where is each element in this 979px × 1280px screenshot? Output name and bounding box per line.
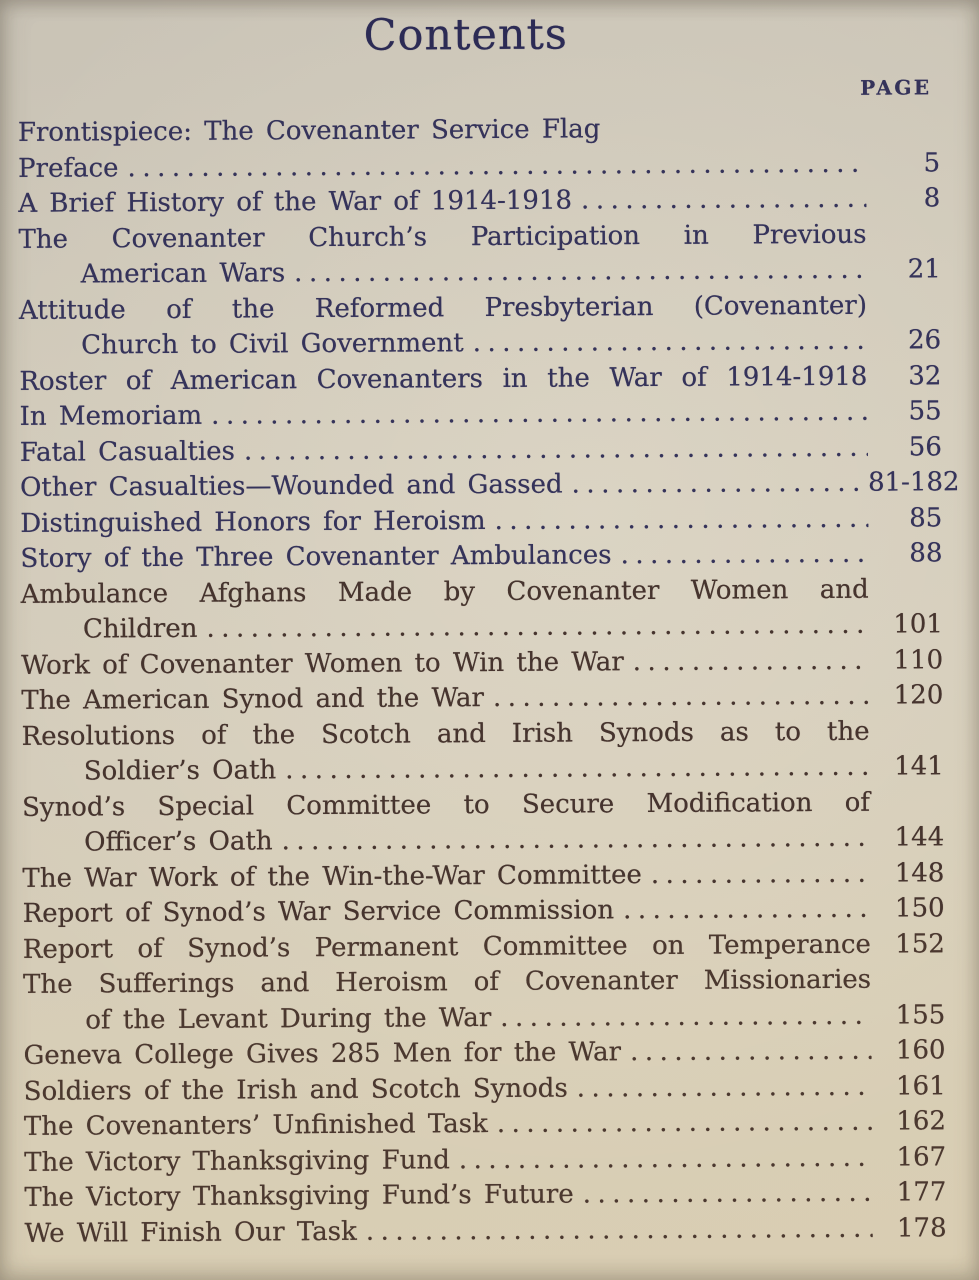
toc-entry-lastline bbox=[20, 537, 868, 578]
toc-entry bbox=[20, 536, 942, 577]
toc-entry-title: Soldier’s Oath bbox=[83, 755, 277, 787]
toc-entry bbox=[24, 1175, 946, 1216]
toc-entry-text bbox=[24, 1069, 872, 1110]
toc-entry-lastline bbox=[25, 1211, 873, 1252]
toc-entry-line: Resolutions of the Scotch and Irish Synods as to the bbox=[21, 716, 870, 752]
toc-entry-page: 120 bbox=[893, 680, 944, 711]
dot-leader bbox=[202, 395, 868, 435]
toc-entry-title: Church to Civil Government bbox=[81, 328, 464, 361]
toc-entry-title: Fatal Casualties bbox=[19, 436, 236, 468]
toc-entry-page: 167 bbox=[896, 1141, 947, 1173]
toc-entry-text bbox=[22, 856, 870, 897]
toc-entry-text bbox=[24, 1140, 872, 1181]
toc-entry bbox=[21, 643, 943, 684]
toc-entry-title: of the Levant During the War bbox=[85, 1002, 492, 1035]
toc-entry-text bbox=[20, 395, 868, 436]
dot-leader bbox=[357, 1211, 873, 1250]
page-column-label: PAGE bbox=[860, 75, 932, 100]
dot-leader bbox=[484, 679, 870, 717]
toc-entry-title: The Victory Thanksgiving Fund bbox=[24, 1144, 450, 1178]
dot-leader bbox=[488, 1105, 872, 1143]
toc-entry-page: 178 bbox=[896, 1212, 947, 1244]
toc-entry-text bbox=[18, 146, 866, 187]
toc-entry-page: 150 bbox=[894, 893, 945, 924]
toc-entry-lastline bbox=[20, 501, 868, 542]
toc-entry-lastline bbox=[21, 608, 869, 649]
page-title: Contents bbox=[363, 9, 569, 61]
toc-entry-text bbox=[20, 466, 868, 507]
toc-entry-page: 32 bbox=[908, 360, 942, 391]
toc-entry-text bbox=[21, 572, 869, 648]
toc-entry-text bbox=[18, 182, 866, 223]
toc-entry-text bbox=[19, 359, 867, 400]
toc-entry-page: 155 bbox=[895, 999, 946, 1031]
dot-leader bbox=[285, 253, 867, 292]
toc-entry-text bbox=[21, 714, 869, 790]
toc-entry-lastline bbox=[19, 324, 867, 365]
toc-entry-text bbox=[20, 537, 868, 578]
toc-entry bbox=[23, 927, 945, 968]
toc-entry-line: Attitude of the Reformed Presbyterian (Covenanter) bbox=[18, 290, 868, 326]
toc-entry-lastline bbox=[21, 643, 869, 684]
toc-entry bbox=[22, 856, 944, 897]
toc-entry-title: Work of Covenanter Women to Win the War bbox=[21, 646, 624, 681]
toc-entry-text bbox=[21, 679, 869, 720]
dot-leader bbox=[276, 750, 870, 789]
toc-entry-title: Roster of American Covenanters in the War of 1914-1918 bbox=[19, 361, 868, 397]
toc-entry-text bbox=[19, 288, 867, 364]
dot-leader bbox=[118, 146, 866, 186]
toc-entry-lastline bbox=[23, 927, 871, 968]
toc-entry bbox=[20, 430, 942, 471]
toc-entry bbox=[25, 1211, 947, 1252]
toc-entry-page: 141 bbox=[894, 751, 944, 782]
toc-entry-line: The Sufferings and Heroism of Covenanter Missionaries bbox=[23, 964, 872, 1000]
toc-entry-lastline bbox=[24, 1069, 872, 1110]
toc-entry-page: 5 bbox=[923, 147, 941, 178]
toc-list bbox=[17, 110, 960, 1252]
toc-entry-title: Officer’s Oath bbox=[84, 826, 273, 858]
toc-entry-line: The Covenanter Church’s Participation in Previous bbox=[18, 219, 867, 255]
toc-entry bbox=[23, 891, 945, 932]
toc-entry bbox=[24, 1104, 946, 1145]
toc-entry bbox=[18, 217, 940, 294]
dot-leader bbox=[624, 643, 870, 680]
toc-entry-lastline bbox=[24, 1140, 872, 1181]
toc-entry-text bbox=[24, 1176, 872, 1217]
toc-entry-text bbox=[18, 111, 866, 152]
dot-leader bbox=[572, 182, 867, 219]
dot-leader bbox=[614, 892, 871, 929]
toc-entry-lastline bbox=[20, 466, 868, 507]
dot-leader bbox=[642, 856, 871, 893]
dot-leader bbox=[485, 501, 868, 539]
toc-entry-title: Geneva College Gives 285 Men for the War bbox=[23, 1037, 622, 1071]
toc-entry-lastline bbox=[18, 182, 866, 223]
toc-entry-lastline bbox=[20, 395, 868, 436]
toc-entry-text bbox=[23, 963, 871, 1039]
toc-entry-page: 160 bbox=[895, 1035, 946, 1066]
toc-entry bbox=[24, 1140, 946, 1181]
toc-entry-title: The War Work of the Win-the-War Committee bbox=[22, 859, 642, 894]
toc-entry-page: 8 bbox=[923, 183, 941, 214]
toc-entry-page: 55 bbox=[908, 396, 942, 427]
toc-entry bbox=[21, 678, 943, 719]
toc-entry-text bbox=[23, 1034, 871, 1075]
dot-leader bbox=[621, 1034, 872, 1071]
toc-entry-text bbox=[22, 785, 870, 861]
toc-entry bbox=[20, 394, 942, 435]
toc-entry-title: Children bbox=[82, 613, 198, 645]
toc-entry-page: 101 bbox=[893, 609, 944, 640]
toc-entry-title: Story of the Three Covenanter Ambulances bbox=[20, 540, 612, 574]
dot-leader bbox=[574, 1176, 873, 1213]
toc-entry-text bbox=[18, 217, 866, 293]
toc-entry-lastline bbox=[22, 821, 870, 862]
dot-leader bbox=[272, 821, 870, 860]
toc-entry-line: Ambulance Afghans Made by Covenanter Women and bbox=[20, 574, 869, 610]
toc-entry-page: 148 bbox=[894, 857, 945, 889]
toc-entry-lastline bbox=[23, 1034, 871, 1075]
toc-entry bbox=[23, 1033, 945, 1074]
toc-entry bbox=[21, 572, 943, 649]
dot-leader bbox=[235, 430, 868, 469]
toc-entry-lastline bbox=[24, 1105, 872, 1146]
toc-entry-lastline bbox=[22, 856, 870, 897]
toc-entry-page: 81-182 bbox=[867, 467, 960, 498]
toc-entry-title: American Wars bbox=[80, 258, 286, 290]
dot-leader bbox=[197, 608, 869, 648]
toc-entry-title: Report of Synod’s War Service Commission bbox=[22, 895, 615, 929]
toc-entry-page: 110 bbox=[893, 644, 944, 676]
toc-entry-title: The American Synod and the War bbox=[21, 683, 485, 716]
toc-entry-title: Report of Synod’s Permanent Committee on Temperance bbox=[22, 929, 871, 965]
toc-entry-page: 152 bbox=[895, 928, 945, 960]
toc-entry-lastline bbox=[23, 998, 871, 1039]
toc-entry-page: 162 bbox=[896, 1106, 947, 1137]
toc-entry-page: 21 bbox=[907, 254, 941, 285]
toc-entry bbox=[18, 146, 940, 187]
toc-entry-title: In Memoriam bbox=[19, 400, 203, 432]
toc-entry bbox=[21, 714, 943, 791]
toc-entry-text bbox=[24, 1105, 872, 1146]
toc-entry-page: 85 bbox=[909, 502, 943, 533]
dot-leader bbox=[568, 1069, 872, 1106]
toc-entry bbox=[19, 465, 960, 506]
toc-entry-lastline bbox=[18, 111, 866, 152]
toc-entry bbox=[18, 181, 940, 222]
dot-leader bbox=[611, 537, 868, 574]
toc-entry bbox=[19, 288, 941, 365]
toc-entry-title: Distinguished Honors for Heroism bbox=[20, 505, 486, 539]
toc-entry-lastline bbox=[18, 146, 866, 187]
toc-entry bbox=[20, 501, 942, 542]
dot-leader bbox=[464, 324, 868, 362]
toc-entry-text bbox=[20, 430, 868, 471]
toc-entry bbox=[23, 962, 945, 1039]
toc-entry-title: Preface bbox=[18, 152, 119, 184]
toc-entry-page: 144 bbox=[894, 822, 945, 853]
toc-entry-title: A Brief History of the War of 1914-1918 bbox=[18, 185, 573, 219]
toc-entry-page: 177 bbox=[896, 1177, 947, 1208]
toc-entry-text bbox=[21, 643, 869, 684]
dot-leader bbox=[563, 466, 869, 503]
toc-entry-text bbox=[25, 1211, 873, 1252]
toc-entry-lastline bbox=[20, 430, 868, 471]
toc-entry-lastline bbox=[19, 253, 867, 294]
toc-entry bbox=[18, 110, 940, 151]
toc-entry-page: 56 bbox=[908, 431, 942, 462]
toc-entry-title: Frontispiece: The Covenanter Service Flag bbox=[17, 114, 601, 148]
toc-entry-page: 26 bbox=[907, 325, 942, 356]
toc-entry-text bbox=[23, 892, 871, 933]
toc-entry-title: Other Casualties—Wounded and Gassed bbox=[19, 469, 563, 503]
toc-entry-text bbox=[20, 501, 868, 542]
toc-entry-title: Soldiers of the Irish and Scotch Synods bbox=[23, 1073, 568, 1107]
dot-leader bbox=[491, 998, 871, 1036]
toc-entry-lastline bbox=[23, 892, 871, 933]
toc-entry-line: Synod’s Special Committee to Secure Modification of bbox=[21, 787, 871, 823]
toc-entry-lastline bbox=[24, 1176, 872, 1217]
toc-entry bbox=[24, 1069, 946, 1110]
toc-entry bbox=[22, 785, 944, 862]
toc-entry-lastline bbox=[21, 679, 869, 720]
dot-leader bbox=[450, 1140, 873, 1178]
toc-entry-page: 161 bbox=[895, 1070, 946, 1102]
toc-entry-title: The Covenanters’ Unfinished Task bbox=[23, 1109, 488, 1142]
toc-entry bbox=[19, 359, 941, 400]
toc-entry-lastline bbox=[19, 359, 867, 400]
toc-entry-title: We Will Finish Our Task bbox=[24, 1216, 357, 1249]
toc-entry-lastline bbox=[22, 750, 870, 791]
toc-entry-text bbox=[23, 927, 871, 968]
toc-entry-title: The Victory Thanksgiving Fund’s Future bbox=[24, 1179, 574, 1213]
toc-entry-page: 88 bbox=[909, 538, 943, 569]
